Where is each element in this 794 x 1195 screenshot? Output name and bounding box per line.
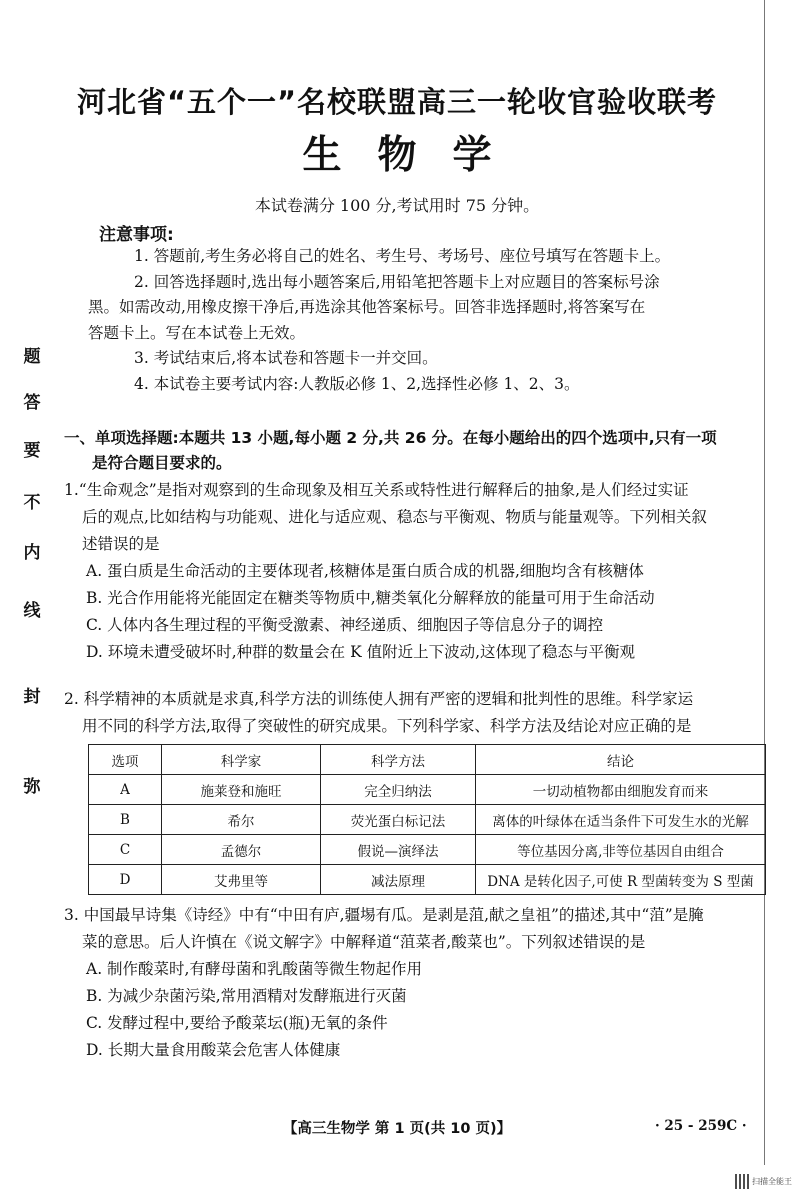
seal-char: 要 xyxy=(23,441,41,461)
section-heading-line: 是符合题目要求的。 xyxy=(92,454,232,472)
table-row xyxy=(89,805,766,835)
seal-char: 弥 xyxy=(23,777,41,797)
page-footer: 【高三生物学 第 1 页(共 10 页)】 xyxy=(282,1121,512,1137)
table-header: 选项 xyxy=(89,745,162,775)
notice-item: 4. 本试卷主要考试内容:人教版必修 1、2,选择性必修 1、2、3。 xyxy=(134,374,580,393)
notice-item: 黑。如需改动,用橡皮擦干净后,再选涂其他答案标号。回答非选择题时,将答案写在 xyxy=(88,298,646,316)
table-cell: 希尔 xyxy=(162,805,321,835)
question-stem: 菜的意思。后人许慎在《说文解字》中解释道“菹菜者,酸菜也”。下列叙述错误的是 xyxy=(82,933,646,951)
question-2 xyxy=(64,686,754,740)
table-cell: 假说—演绎法 xyxy=(321,835,476,865)
exam-title: 河北省“五个一”名校联盟高三一轮收官验收联考 xyxy=(76,85,718,119)
notice-item: 1. 答题前,考生务必将自己的姓名、考生号、考场号、座位号填写在答题卡上。 xyxy=(134,247,671,265)
table-header: 科学方法 xyxy=(321,745,476,775)
table-cell: 孟德尔 xyxy=(162,835,321,865)
table-cell: 完全归纳法 xyxy=(321,775,476,805)
option-b: B. 光合作用能将光能固定在糖类等物质中,糖类氧化分解释放的能量可用于生命活动 xyxy=(86,589,655,607)
option-b: B. 为减少杂菌污染,常用酒精对发酵瓶进行灭菌 xyxy=(86,987,407,1005)
section-heading-line: 一、单项选择题:本题共 13 小题,每小题 2 分,共 26 分。在每小题给出的四个选项中,只有一项 xyxy=(64,429,717,447)
notice-item: 3. 考试结束后,将本试卷和答题卡一并交回。 xyxy=(134,349,438,367)
scientist-table xyxy=(88,744,766,895)
seal-char: 封 xyxy=(23,687,41,707)
seal-char: 题 xyxy=(23,347,41,367)
subject-title: 生物学 xyxy=(302,133,528,178)
table-cell: 施莱登和施旺 xyxy=(162,775,321,805)
table-header-row xyxy=(89,745,766,775)
table-row xyxy=(89,775,766,805)
scanner-watermark: 扫描全能王 xyxy=(752,1177,792,1186)
table-row xyxy=(89,835,766,865)
notice-heading: 注意事项: xyxy=(99,225,174,245)
table-cell: 荧光蛋白标记法 xyxy=(321,805,476,835)
table-header: 结论 xyxy=(476,745,766,775)
section-heading xyxy=(64,426,754,476)
table-cell: 一切动植物都由细胞发育而来 xyxy=(476,775,766,805)
seal-char: 不 xyxy=(23,493,41,513)
table-cell: D xyxy=(89,865,162,895)
table-row xyxy=(89,865,766,895)
qr-code-icon xyxy=(735,1174,750,1189)
table-cell: C xyxy=(89,835,162,865)
question-stem: 3. 中国最早诗集《诗经》中有“中田有庐,疆埸有瓜。是剥是菹,献之皇祖”的描述,其中“菹”是腌 xyxy=(64,906,704,924)
question-stem: 用不同的科学方法,取得了突破性的研究成果。下列科学家、科学方法及结论对应正确的是 xyxy=(82,717,692,735)
table-cell: B xyxy=(89,805,162,835)
table-cell: 艾弗里等 xyxy=(162,865,321,895)
option-c: C. 人体内各生理过程的平衡受激素、神经递质、细胞因子等信息分子的调控 xyxy=(86,616,604,634)
option-d: D. 环境未遭受破坏时,种群的数量会在 K 值附近上下波动,这体现了稳态与平衡观 xyxy=(86,643,636,661)
seal-char: 内 xyxy=(23,543,41,563)
question-stem: 1.“生命观念”是指对观察到的生命现象及相互关系或特性进行解释后的抽象,是人们经过实证 xyxy=(64,481,689,499)
notice-item: 答题卡上。写在本试卷上无效。 xyxy=(88,323,306,342)
option-d: D. 长期大量食用酸菜会危害人体健康 xyxy=(86,1041,341,1059)
table-cell: DNA 是转化因子,可使 R 型菌转变为 S 型菌 xyxy=(476,865,766,895)
paper-code: · 25 - 259C · xyxy=(655,1118,747,1134)
question-stem: 2. 科学精神的本质就是求真,科学方法的训练使人拥有严密的逻辑和批判性的思维。科学家运 xyxy=(64,690,694,708)
seal-char: 线 xyxy=(23,601,41,621)
question-stem: 述错误的是 xyxy=(82,535,160,553)
question-stem: 后的观点,比如结构与功能观、进化与适应观、稳态与平衡观、物质与能量观等。下列相关叙 xyxy=(82,508,707,526)
seal-char: 答 xyxy=(23,393,41,413)
question-3 xyxy=(64,902,754,1064)
table-cell: 离体的叶绿体在适当条件下可发生水的光解 xyxy=(476,805,766,835)
table-cell: 等位基因分离,非等位基因自由组合 xyxy=(476,835,766,865)
notice-item: 2. 回答选择题时,选出每小题答案后,用铅笔把答题卡上对应题目的答案标号涂 xyxy=(134,272,660,291)
table-cell: 减法原理 xyxy=(321,865,476,895)
exam-meta: 本试卷满分 100 分,考试用时 75 分钟。 xyxy=(254,196,540,215)
table-header: 科学家 xyxy=(162,745,321,775)
option-a: A. 制作酸菜时,有酵母菌和乳酸菌等微生物起作用 xyxy=(86,960,422,978)
question-1 xyxy=(64,477,754,666)
notice-body xyxy=(88,244,736,397)
option-c: C. 发酵过程中,要给予酸菜坛(瓶)无氧的条件 xyxy=(86,1014,388,1032)
table-cell: A xyxy=(89,775,162,805)
option-a: A. 蛋白质是生命活动的主要体现者,核糖体是蛋白质合成的机器,细胞均含有核糖体 xyxy=(86,562,644,580)
